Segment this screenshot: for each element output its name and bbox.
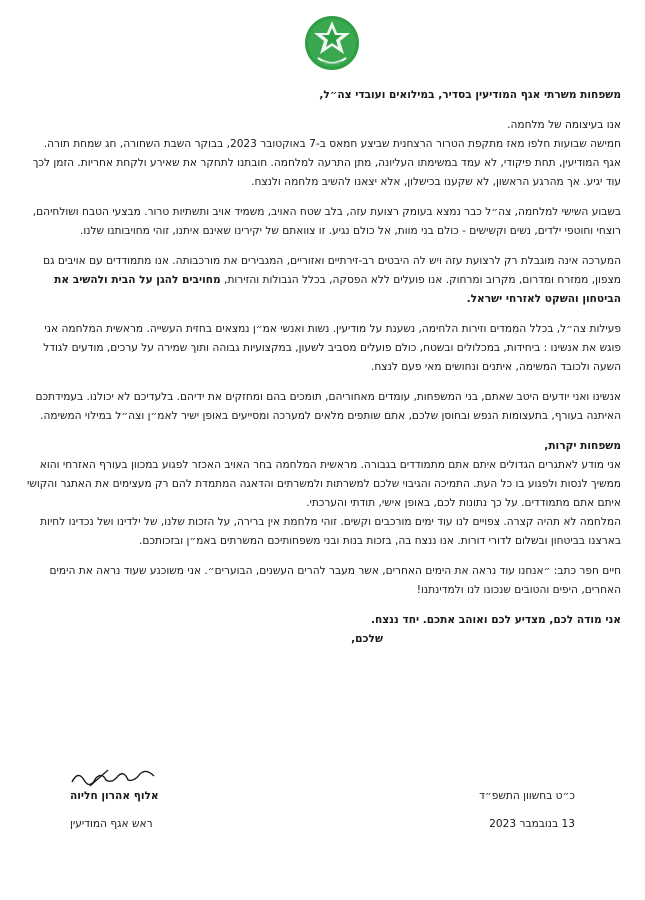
paragraph-5: פעילות צה״ל, בכלל המִמדים וזירות הלחימה, נשענת על מודיעין. נשות ואנשי אמ״ן נמצאים בחזית העשייה. מראשית המלחמה אני פוגש את אנשינו : ביחידות, במכלולים ובשטח, כולם פועלים מסביב לשעון, במקצועיות גבוהה ותוך שמירה על ערכים, מודעים לגודל השעה ולכובד המשימה, איתנים ונחושים מאי פעם לנצח.: [43, 323, 621, 373]
date-hebrew: כ״ט בחשוון התשפ״ד: [479, 790, 575, 802]
paragraph-2: חמישה שבועות חלפו מאז מתקפת הטרור הרצחנית שביצע חמאס ב-7 באוקטובר 2023, בבוקר השבת השחורה, חג שמחת תורה. אגף המודיעין, תחת פיקודי, לא עמד במשימתו העליונה, מתן התרעה למלחמה. חובתנו לתחקר את שאירע ולקחת אחריות. הזמן לכך עוד יגיע. אך מהרגע הראשון, לא שקענו בכישלון, אלא יצאנו להשיב מלחמה ולנצח.: [32, 138, 621, 188]
signer-role: ראש אגף המודיעין: [70, 818, 153, 830]
letter-body: [0, 86, 645, 649]
paragraph-4-emphasis: מחויבים להגן על הבית ולהשיב את הביטחון והשקט לאזרחי ישראל.: [54, 274, 621, 305]
signer-name: אלוף אהרון חליוה: [70, 790, 159, 802]
dear-families-heading: משפחות יקרות,: [544, 440, 621, 452]
closing-line: אני מודה לכם, מצדיע לכם ואוהב אתכם. יחד ננצח.: [370, 614, 621, 626]
paragraph-4: [24, 252, 621, 309]
paragraph-8: המלחמה לא תהיה קצרה. צפויים לנו עוד ימים מורכבים וקשים. זוהי מלחמת אין ברירה, על הזכות שלנו, של ילדינו ושל נכדינו לחיות בארצנו בביטחון ובשלום לדורי דורות. אנו ננצח בה, בזכות בנות ובני משפחותיכם המשרתים באמ״ן ובזכותכם.: [40, 516, 621, 547]
paragraph-7: אני מודע לאתגרים הגדולים איתם אתם מתמודדים בגבורה. מראשית המלחמה בחר האויב האכזר לפגוע במכוון בעורף האזרחי והוא ממשיך לנסות ולפגוע בו כל העת. התמיכה והגיבוי שלכם למשרתות ולמשרתים והדאגה המתמדת להם רק מעצימים את האתגר והקושי איתם אתם מתמודדים. על כך נתונות לכם, באופן אישי, תודתי והערכתי.: [27, 459, 621, 509]
closing-yours: שלכם,: [351, 633, 383, 645]
intelligence-emblem-icon: [304, 14, 360, 72]
paragraph-4-text: המערכה אינה מוגבלת רק לרצועת עזה ויש לה היבטים רב-זירתיים ואזוריים, המגבירים את מורכבותה. אנו מתמודדים עם אויבים גם מצפון, ממזרח ומדרום, מקרוב ומרחוק. אנו פועלים ללא הפסקה, בכלל הגבולות והזירות,: [43, 255, 621, 286]
paragraph-3: בשבוע השישי למלחמה, צה״ל כבר נמצא בעומק רצועת עזה, בלב שטח האויב, משמיד אויב ותשתיות טרור. מבצעי הטבח ושולחיהם, רוצחי וחוטפי ילדים, נשים וקשישים - כולם בני מוות, אל כולם נגיע. זו צוואתם של יקירינו שאינם איתנו, זוהי מחויבותנו שלנו.: [32, 206, 621, 237]
paragraph-1: אנו בעיצומה של מלחמה.: [507, 119, 621, 131]
salutation: משפחות משרתי אגף המודיעין בסדיר, במילואים ועובדי צה״ל,: [319, 89, 621, 101]
date-gregorian: 13 בנובמבר 2023: [489, 818, 575, 830]
paragraph-6: אנשינו ואני יודעים היטב שאתם, בני המשפחות, עומדים מאחוריהם, תומכים בהם ומחזקים את ידיהם. בלעדיכם לא יכולנו. בעמידתכם האיתנה בעורף, בתעצומות הנפש ובחוסן שלכם, אתם שותפים מלאים למערכה ומסייעים באופן ישיר לאמ״ן וצה״ל במילוי המשימה.: [35, 391, 621, 422]
signature-icon: [68, 764, 158, 790]
signature-block: [0, 770, 645, 880]
paragraph-9: חיים חפר כתב: ״אנחנו עוד נראה את הימים האחרים, אשר מעבר להרים העשנים, הבוערים״. אני משוכנע שעוד נראה את הימים האחרים, היפים והטובים שנכונו לנו ולמדינתנו!: [49, 565, 621, 596]
